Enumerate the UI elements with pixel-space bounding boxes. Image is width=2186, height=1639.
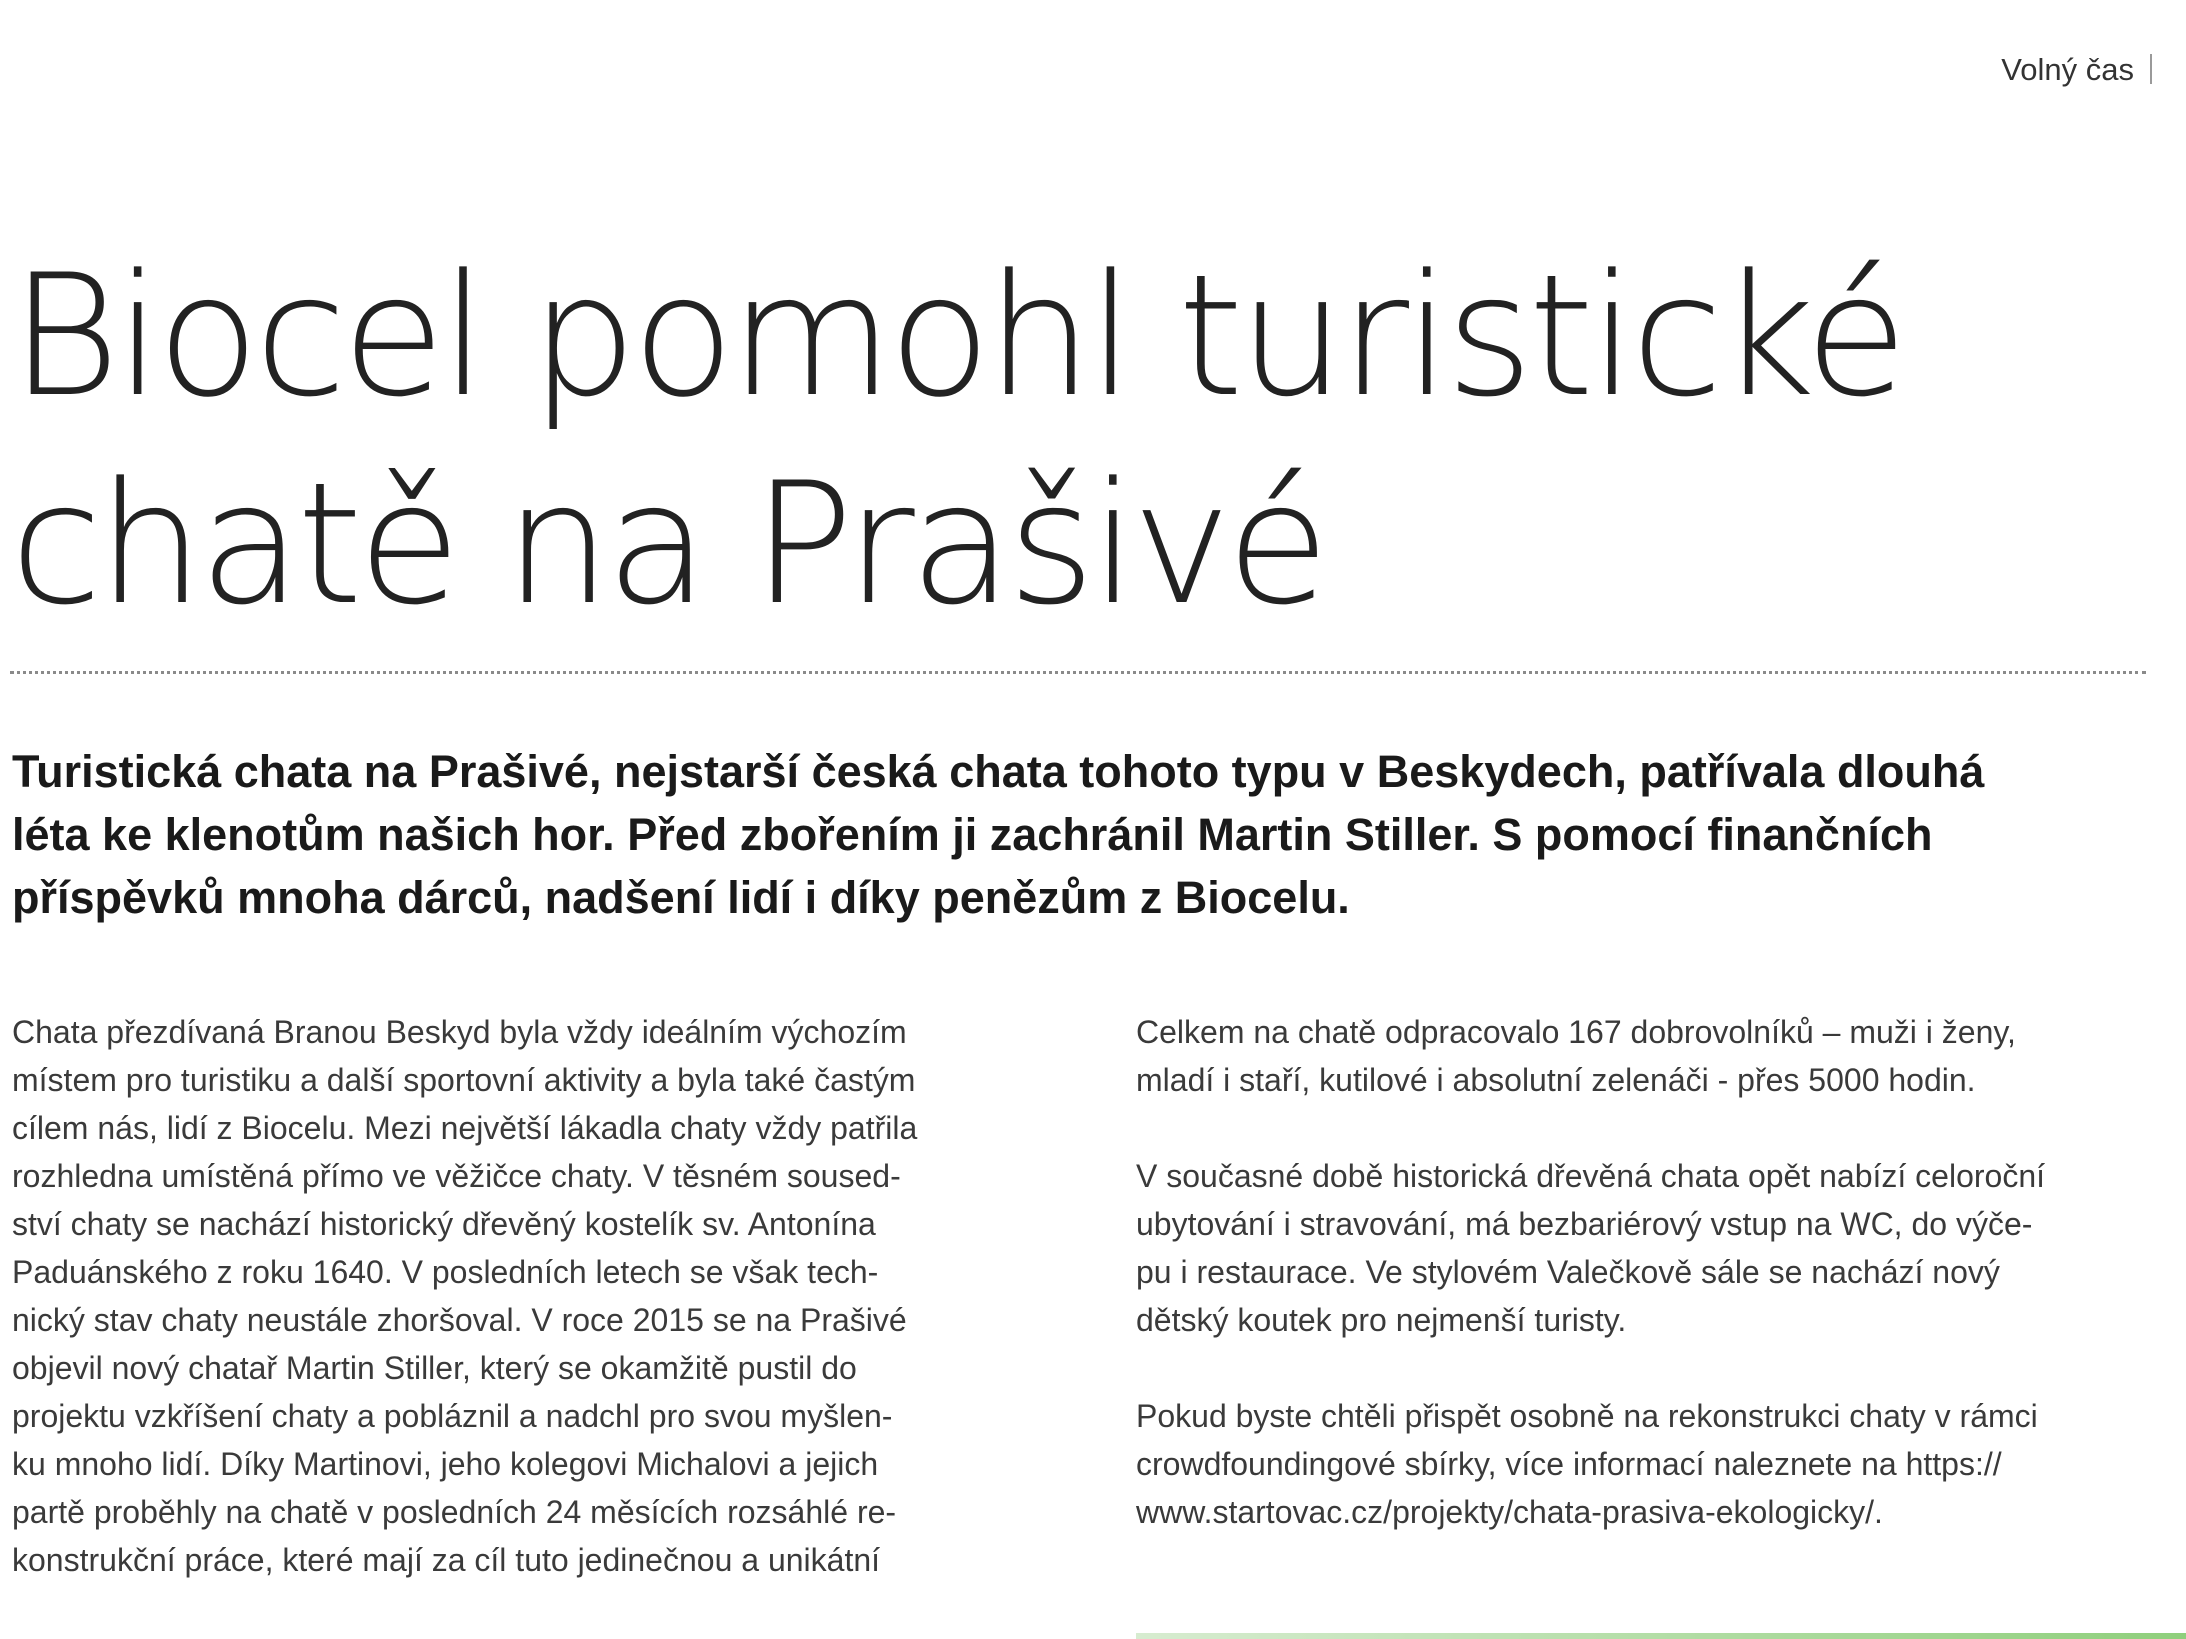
body-line: projektu vzkříšení chaty a pobláznil a nadchl pro svou myšlen-: [12, 1398, 893, 1434]
body-line: Chata přezdívaná Branou Beskyd byla vždy ideálním výchozím: [12, 1014, 907, 1050]
body-line: dětský koutek pro nejmenší turisty.: [1136, 1302, 1627, 1338]
right-paragraph-donation: [1136, 1392, 2176, 1536]
body-line: místem pro turistiku a další sportovní aktivity a byla také častým: [12, 1062, 916, 1098]
left-column: [12, 1008, 1072, 1632]
headline-line-2: chatě na Prašivé: [10, 446, 1325, 642]
section-label-text: Volný čas: [2001, 52, 2134, 87]
section-label: [2001, 52, 2152, 88]
body-line: pu i restaurace. Ve stylovém Valečkově sále se nachází nový: [1136, 1254, 2000, 1290]
lead-line-3: příspěvků mnoha dárců, nadšení lidí i díky penězům z Biocelu.: [12, 872, 1350, 923]
body-line: Pokud byste chtěli přispět osobně na rekonstrukci chaty v rámci: [1136, 1398, 2038, 1434]
body-line: nický stav chaty neustále zhoršoval. V roce 2015 se na Prašivé: [12, 1302, 907, 1338]
lead-line-1: Turistická chata na Prašivé, nejstarší česká chata tohoto typu v Beskydech, patřívala dlouhá: [12, 746, 1985, 797]
body-line: Paduánského z roku 1640. V posledních letech se však tech-: [12, 1254, 879, 1290]
body-line: rozhledna umístěná přímo ve věžičce chaty. V těsném soused-: [12, 1158, 901, 1194]
body-line: objevil nový chatař Martin Stiller, který se okamžitě pustil do: [12, 1350, 857, 1386]
body-line: cílem nás, lidí z Biocelu. Mezi největší lákadla chaty vždy patřila: [12, 1110, 918, 1146]
body-line: mladí i staří, kutilové i absolutní zelenáči - přes 5000 hodin.: [1136, 1062, 1976, 1098]
right-column: [1136, 1008, 2176, 1584]
body-line: partě proběhly na chatě v posledních 24 měsících rozsáhlé re-: [12, 1494, 897, 1530]
article-lead: [12, 740, 2162, 929]
body-line: konstrukční práce, které mají za cíl tuto jedinečnou a unikátní: [12, 1542, 881, 1578]
body-line: Celkem na chatě odpracovalo 167 dobrovolníků – muži i ženy,: [1136, 1014, 2016, 1050]
body-line: crowdfoundingové sbírky, více informací naleznete na https://: [1136, 1446, 2002, 1482]
body-line: ství chaty se nachází historický dřevěný kostelík sv. Antonína: [12, 1206, 876, 1242]
left-column-paragraph: [12, 1008, 1072, 1584]
green-accent-strip: [1136, 1633, 2186, 1639]
body-line: V současné době historická dřevěná chata opět nabízí celoroční: [1136, 1158, 2046, 1194]
body-line: ubytování i stravování, má bezbariérový vstup na WC, do výče-: [1136, 1206, 2033, 1242]
article-headline: [10, 232, 2170, 648]
body-line: ku mnoho lidí. Díky Martinovi, jeho kolegovi Michalovi a jejich: [12, 1446, 879, 1482]
right-paragraph-volunteers: [1136, 1008, 2176, 1104]
dotted-divider: [10, 671, 2146, 674]
right-paragraph-services: [1136, 1152, 2176, 1344]
headline-line-1: Biocel pomohl turistické: [10, 238, 1903, 434]
lead-line-2: léta ke klenotům našich hor. Před zbořením ji zachránil Martin Stiller. S pomocí finančních: [12, 809, 1933, 860]
section-label-divider: [2150, 54, 2152, 84]
donation-url-line: www.startovac.cz/projekty/chata-prasiva-ekologicky/.: [1136, 1494, 1883, 1530]
